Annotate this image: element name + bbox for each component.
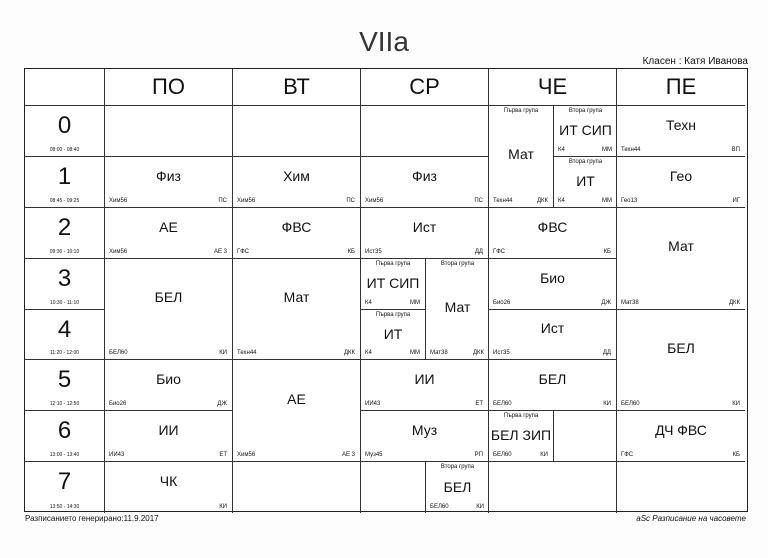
period-time: 13:50 - 14:30	[49, 504, 80, 510]
group-lesson	[489, 411, 553, 461]
timetable-grid	[24, 68, 748, 512]
lesson-room: Мат38	[621, 299, 639, 306]
lesson-subject: Физ	[412, 167, 437, 184]
lesson-teacher: КБ	[603, 248, 611, 255]
lesson-mon-2	[105, 208, 233, 259]
lesson-room: ИИ43	[109, 452, 125, 459]
lesson-teacher: ММ	[410, 300, 420, 306]
group-lesson	[425, 259, 489, 360]
group-lesson	[361, 309, 425, 359]
lesson-room: Био26	[493, 299, 511, 306]
lesson-subject: Ист	[540, 320, 565, 337]
lesson-teacher: КИ	[540, 452, 548, 459]
brand-note: aSc Разписание на часовете	[636, 514, 746, 523]
lesson-room: БЕЛ60	[493, 401, 512, 408]
lesson-teacher: ДД	[474, 248, 483, 255]
lesson-thu-3	[489, 259, 617, 310]
lesson-mon-7	[105, 462, 233, 513]
period-number: 1	[57, 162, 72, 190]
lesson-room: Ист35	[365, 248, 382, 255]
period-1	[25, 157, 105, 208]
period-number: 3	[57, 264, 72, 292]
lesson-subject: Физ	[156, 167, 181, 184]
lesson-thu-5	[489, 360, 617, 411]
period-number: 6	[57, 417, 72, 445]
lesson-room: К4	[558, 197, 565, 204]
lesson-teacher: АЕ 3	[213, 248, 227, 255]
lesson-subject: Мат	[283, 288, 310, 305]
period-4	[25, 310, 105, 361]
period-6	[25, 411, 105, 462]
lesson-tue-1	[233, 157, 361, 208]
lesson-teacher: ВП	[731, 146, 740, 153]
period-time: 10:30 - 11:10	[49, 299, 80, 306]
lesson-room: ИИ43	[365, 401, 381, 408]
group-lesson	[361, 259, 425, 309]
period-number: 7	[57, 468, 72, 496]
lesson-room: Техн44	[493, 197, 513, 204]
lesson-subject: ИИ	[414, 371, 435, 388]
lesson-subject: БЕЛ	[443, 478, 472, 495]
lesson-empty	[489, 462, 617, 513]
lesson-teacher: ЕТ	[475, 401, 483, 408]
lesson-fri-6	[617, 411, 745, 462]
lesson-thu-2	[489, 208, 617, 259]
lesson-teacher: ДКК	[536, 197, 548, 204]
lesson-room: Муз45	[365, 452, 383, 459]
period-time: 12:10 - 12:50	[49, 401, 80, 408]
lesson-wed-7-groups	[361, 462, 489, 513]
lesson-empty	[361, 106, 489, 157]
lesson-subject: Гео	[669, 167, 693, 184]
lesson-teacher: ДД	[602, 350, 611, 357]
lesson-room: Техн44	[621, 146, 641, 153]
lesson-teacher: КИ	[732, 401, 740, 408]
period-2	[25, 208, 105, 259]
lesson-subject: ИТ	[383, 325, 403, 342]
lesson-mon-5	[105, 360, 233, 411]
lesson-wed-1	[361, 157, 489, 208]
lesson-teacher: ПС	[218, 197, 227, 204]
lesson-subject: Мат	[668, 238, 694, 255]
lesson-subject: Мат	[508, 146, 534, 163]
lesson-teacher: ДЖ	[601, 299, 611, 306]
lesson-teacher: ЕТ	[219, 452, 227, 459]
lesson-room: Хим56	[365, 197, 384, 204]
corner-cell	[25, 69, 105, 106]
period-time: 09:30 - 10:10	[49, 248, 80, 255]
group-lesson	[553, 156, 617, 206]
lesson-subject: Техн	[666, 116, 696, 133]
lesson-subject: ФВС	[281, 218, 312, 235]
lesson-tue-5-6	[233, 360, 361, 462]
lesson-teacher: ИГ	[732, 197, 740, 204]
lesson-room: Мат38	[430, 350, 448, 357]
period-5	[25, 360, 105, 411]
lesson-room: К4	[558, 147, 565, 154]
lesson-wed-2	[361, 208, 489, 259]
day-header-tue: ВТ	[233, 69, 361, 106]
lesson-subject: АЕ	[287, 390, 306, 407]
lesson-teacher: КИ	[219, 350, 227, 357]
lesson-wed-6	[361, 411, 489, 462]
lesson-room: К4	[365, 350, 372, 357]
lesson-subject: Ист	[412, 218, 437, 235]
lesson-mon-1	[105, 157, 233, 208]
lesson-subject: ДЧ ФВС	[655, 422, 707, 439]
period-time: 13:00 - 13:40	[49, 452, 80, 459]
lesson-teacher: АЕ 3	[341, 452, 355, 459]
lesson-teacher: РП	[474, 452, 483, 459]
lesson-room: Техн44	[237, 350, 257, 357]
lesson-room: Хим56	[109, 197, 128, 204]
lesson-room: ГФС	[493, 248, 506, 255]
lesson-fri-0	[617, 106, 745, 157]
group-lesson	[489, 106, 553, 207]
period-time: 08:00 - 08:40	[49, 146, 80, 153]
group-label: Първа група	[375, 312, 411, 318]
lesson-thu-0-1-groups	[489, 106, 617, 208]
lesson-room: БЕЛ60	[621, 401, 640, 408]
lesson-fri-4-5	[617, 310, 745, 412]
lesson-teacher: КИ	[603, 401, 611, 408]
day-header-wed: СР	[361, 69, 489, 106]
lesson-room: Хим56	[109, 248, 128, 255]
lesson-teacher: ДКК	[343, 350, 355, 357]
lesson-teacher: ММ	[410, 350, 420, 357]
lesson-empty	[233, 462, 361, 513]
lesson-wed-5	[361, 360, 489, 411]
class-teacher: Класен : Катя Иванова	[642, 56, 748, 67]
lesson-room: БЕЛ60	[430, 504, 449, 510]
class-title: VIIa	[359, 26, 409, 57]
period-number: 5	[57, 366, 72, 394]
lesson-room: Ист35	[493, 350, 510, 357]
group-lesson	[553, 106, 617, 156]
lesson-subject: ИТ	[576, 173, 595, 190]
group-label: Втора група	[568, 159, 603, 166]
group-label: Първа група	[375, 260, 411, 267]
lesson-thu-4	[489, 310, 617, 361]
lesson-tue-2	[233, 208, 361, 259]
lesson-room: Хим56	[237, 197, 256, 204]
lesson-mon-3-4	[105, 259, 233, 361]
lesson-subject: ИИ	[158, 422, 179, 439]
group-label: Втора група	[568, 108, 603, 114]
lesson-subject: Био	[540, 269, 565, 286]
group-lesson	[425, 462, 489, 513]
lesson-subject: ИТ СИП	[559, 122, 612, 139]
group-label: Първа група	[503, 413, 539, 420]
period-time: 08:45 - 09:25	[49, 197, 80, 204]
day-header-fri: ПЕ	[617, 69, 745, 106]
day-header-mon: ПО	[105, 69, 233, 106]
period-number: 0	[57, 112, 72, 139]
lesson-fri-2-3	[617, 208, 745, 310]
lesson-empty	[105, 106, 233, 157]
lesson-teacher: ММ	[602, 197, 612, 204]
lesson-subject: Хим	[283, 167, 310, 184]
lesson-subject: Муз	[411, 422, 438, 439]
generated-note: Разписанието генерирано:11.9.2017	[25, 514, 159, 523]
lesson-mon-6	[105, 411, 233, 462]
lesson-teacher: КБ	[347, 248, 355, 255]
lesson-subject: БЕЛ	[154, 288, 183, 305]
lesson-teacher: ДКК	[472, 350, 484, 357]
lesson-room: К4	[365, 300, 372, 306]
lesson-room: Хим56	[237, 452, 256, 459]
lesson-teacher: ПС	[474, 197, 483, 204]
period-time: 11:20 - 12:00	[49, 350, 80, 357]
period-number: 2	[57, 213, 72, 241]
group-label: Втора група	[440, 260, 475, 267]
lesson-wed-3-4-groups	[361, 259, 489, 361]
lesson-tue-3-4	[233, 259, 361, 361]
group-label: Втора група	[440, 464, 475, 471]
period-0	[25, 106, 105, 157]
lesson-subject: ФВС	[537, 218, 568, 235]
lesson-teacher: ПС	[346, 197, 355, 204]
period-number: 4	[57, 315, 72, 343]
lesson-teacher: ДЖ	[217, 401, 227, 408]
lesson-fri-1	[617, 157, 745, 208]
lesson-room: БЕЛ60	[109, 350, 128, 357]
lesson-room: БЕЛ60	[493, 452, 512, 459]
lesson-subject: АЕ	[159, 218, 178, 235]
lesson-subject: Мат	[444, 298, 471, 315]
lesson-teacher: ДКК	[728, 299, 740, 306]
lesson-teacher: КИ	[219, 504, 227, 510]
lesson-empty	[233, 106, 361, 157]
lesson-subject: БЕЛ	[538, 371, 567, 388]
lesson-subject: ИТ СИП	[366, 274, 420, 291]
lesson-thu-6-groups	[489, 411, 617, 462]
lesson-room: Гео13	[621, 197, 638, 204]
lesson-subject: Био	[156, 371, 181, 388]
lesson-subject: ЧК	[159, 473, 178, 490]
group-label: Първа група	[503, 108, 539, 114]
lesson-room: Био26	[109, 401, 127, 408]
lesson-room: ГФС	[621, 452, 634, 459]
lesson-subject: БЕЛ	[667, 339, 695, 356]
lesson-teacher: КИ	[476, 504, 484, 510]
period-3	[25, 259, 105, 310]
day-header-thu: ЧЕ	[489, 69, 617, 106]
lesson-teacher: ММ	[602, 147, 612, 154]
lesson-subject: БЕЛ ЗИП	[490, 427, 552, 444]
group-empty	[553, 411, 617, 461]
period-7	[25, 462, 105, 513]
group-empty	[361, 462, 425, 513]
lesson-empty	[617, 462, 745, 513]
lesson-room: ГФС	[237, 248, 250, 255]
lesson-teacher: КБ	[732, 452, 740, 459]
